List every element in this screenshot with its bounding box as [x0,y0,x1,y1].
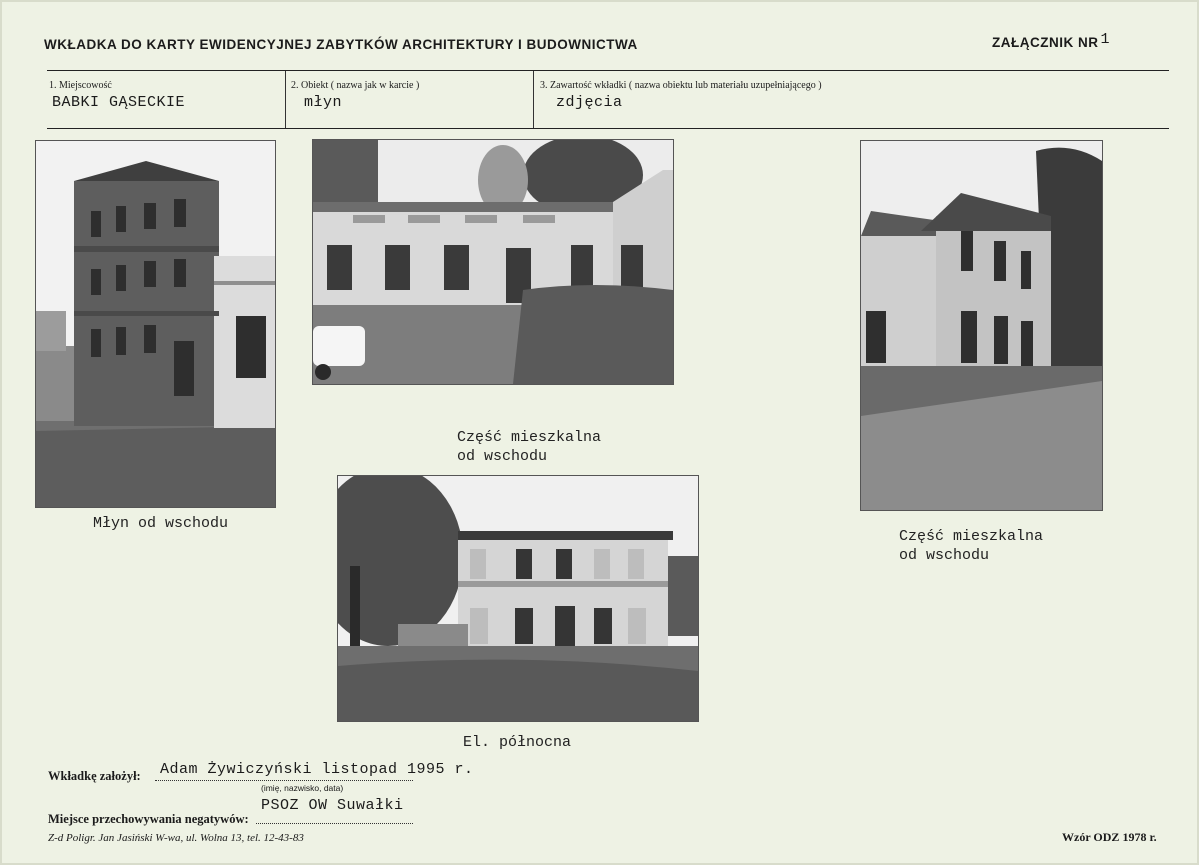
printer-imprint: Z-d Poligr. Jan Jasiński W-wa, ul. Wolna 13, tel. 12-43-83 [48,832,304,844]
field-separator [285,71,286,128]
annex-label [992,31,1111,52]
field-label-locality: 1. Miejscowość [49,80,112,91]
photo-residential-east-wide-caption [457,428,601,466]
caption-line: Część mieszkalna [457,429,602,446]
photo-mill-east [35,140,276,508]
photo-residential-east-wide [312,139,674,385]
field-value-object: młyn [304,94,343,111]
negatives-dotted-line [256,823,413,824]
photo-mill-east-caption [93,514,228,533]
negatives-label: Miejsce przechowywania negatywów: [48,812,249,826]
creator-label: Wkładkę założył: [48,769,141,783]
caption-line: Część mieszkalna [899,528,1044,545]
creator-value: Adam Żywiczyński listopad 1995 r. [160,761,474,778]
header-rule-top [47,70,1169,71]
caption-line: od wschodu [457,448,548,465]
annex-number: 1 [1100,31,1111,48]
field-label-contents: 3. Zawartość wkładki ( nazwa obiektu lub materiału uzupełniającego ) [540,80,822,91]
photo-residential-east-corner [860,140,1103,511]
creator-hint: (imię, nazwisko, data) [261,783,344,793]
field-value-locality: BABKI GĄSECKIE [52,94,186,111]
form-title: WKŁADKA DO KARTY EWIDENCYJNEJ ZABYTKÓW ARCHITEKTURY I BUDOWNICTWA [44,37,638,52]
field-separator [533,71,534,128]
field-value-contents: zdjęcia [556,94,623,111]
photo-north-elevation [337,475,699,722]
negatives-value: PSOZ OW Suwałki [261,797,404,814]
annex-label-text: ZAŁĄCZNIK NR [992,35,1099,50]
photo-north-elevation-caption [463,733,571,752]
header-rule-bottom [47,128,1169,129]
caption-line: od wschodu [899,547,990,564]
form-code: Wzór ODZ 1978 r. [1062,830,1157,844]
photo-residential-east-corner-caption [899,527,1043,565]
caption-line: Młyn od wschodu [93,515,229,532]
field-label-object: 2. Obiekt ( nazwa jak w karcie ) [291,80,420,91]
creator-dotted-line [155,780,413,781]
caption-line: El. północna [463,734,572,751]
